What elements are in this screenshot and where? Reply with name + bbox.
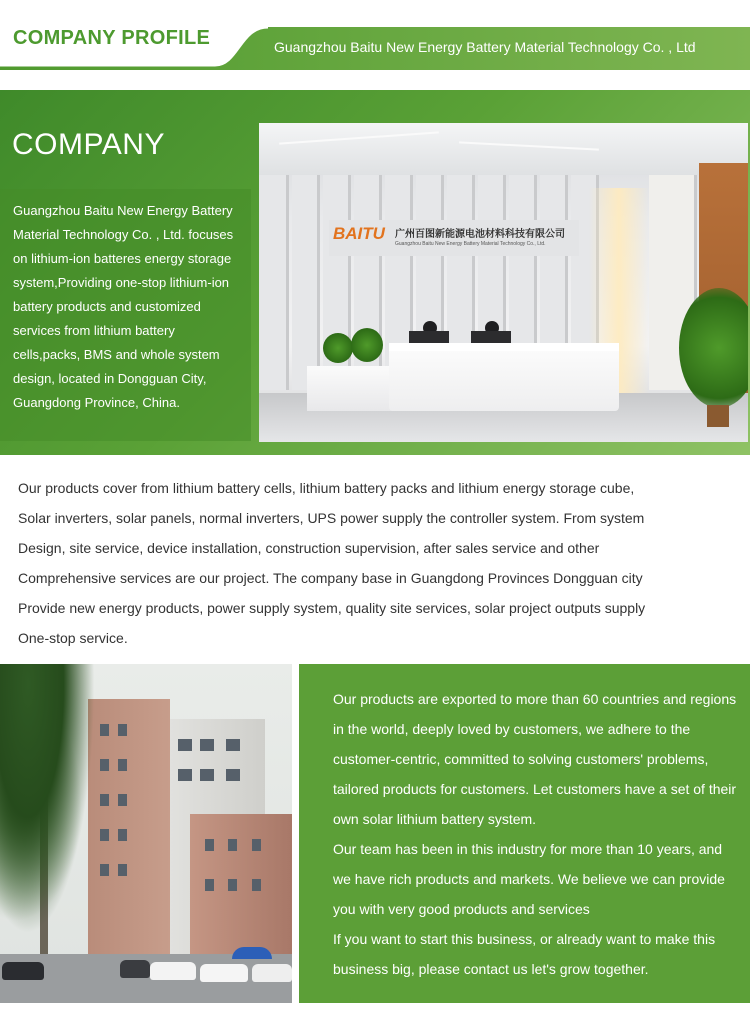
team-paragraph: Our team has been in this industry for more than 10 years, and we have rich products and markets. We believe we can provide you with very good products and services [333, 841, 725, 917]
parked-car [120, 960, 150, 978]
building-window [100, 829, 109, 841]
building-window [200, 739, 214, 751]
building-window [100, 759, 109, 771]
products-overview-line: One-stop service. [18, 630, 128, 646]
parked-car [2, 962, 44, 980]
company-hero [0, 90, 750, 455]
parked-car [252, 964, 292, 982]
building-window [252, 839, 261, 851]
sign-logo: BAITU [333, 224, 385, 243]
reception-desk [389, 351, 619, 411]
blue-umbrella [232, 947, 272, 959]
parked-car [200, 964, 248, 982]
products-overview-line: Solar inverters, solar panels, normal inverters, UPS power supply the controller system. From system [18, 510, 645, 526]
building-window [100, 864, 109, 876]
parked-car [150, 962, 196, 980]
office-monitor [471, 331, 511, 343]
wall-panel [292, 175, 320, 390]
plant-pot [707, 405, 729, 427]
header-company-name: Guangzhou Baitu New Energy Battery Material Technology Co. , Ltd [274, 39, 696, 55]
products-overview-line: Design, site service, device installation, construction supervision, after sales service and other [18, 540, 600, 556]
reception-desk-low [307, 366, 397, 411]
export-info-box [299, 664, 750, 1003]
contact-paragraph: If you want to start this business, or already want to make this business big, please contact us let's grow together. [333, 931, 716, 977]
products-overview [18, 473, 738, 653]
page-header [0, 0, 750, 75]
products-overview-line: Comprehensive services are our project. The company base in Guangdong Provinces Dongguan city [18, 570, 643, 586]
building-window [100, 794, 109, 806]
building-window [226, 769, 240, 781]
office-ceiling [259, 123, 748, 175]
office-monitor [409, 331, 449, 343]
wall-panel [259, 175, 289, 390]
products-overview-line: Our products cover from lithium battery cells, lithium battery packs and lithium energy storage cube, [18, 480, 635, 496]
building-window [228, 839, 237, 851]
building-window [118, 759, 127, 771]
palm-tree [0, 664, 100, 954]
sign-english-name: Guangzhou Baitu New Energy Battery Material Technology Co., Ltd. [395, 241, 546, 247]
company-heading: COMPANY [12, 128, 165, 161]
sign-chinese-name: 广州百图新能源电池材料科技有限公司 [395, 229, 565, 240]
building-window [252, 879, 261, 891]
building-window [100, 724, 109, 736]
page-title: COMPANY PROFILE [13, 27, 211, 49]
desk-plant [323, 333, 353, 363]
building-window [178, 769, 192, 781]
building-window [118, 829, 127, 841]
building-window [226, 739, 240, 751]
building-window [228, 879, 237, 891]
building-window [200, 769, 214, 781]
export-paragraph: Our products are exported to more than 60 countries and regions in the world, deeply loved by customers, we adhere to the customer-centric, committed to solving customers' problems, tailored products for customers. Let customers have a set of their own solar lithium battery system. [333, 691, 737, 827]
building-window [178, 739, 192, 751]
building-window [118, 794, 127, 806]
building-window [205, 879, 214, 891]
company-description-box [0, 189, 251, 441]
company-description: Guangzhou Baitu New Energy Battery Material Technology Co. , Ltd. focuses on lithium-ion batteres energy storage system,Providing one-stop lithium-ion battery products and customized services from lithium battery cells,packs, BMS and whole system design, located in Dongguan City, Guangdong Province, China. [13, 203, 234, 410]
company-sign [329, 220, 579, 256]
building-window [118, 724, 127, 736]
building-window [118, 864, 127, 876]
desk-plant [351, 328, 383, 362]
products-overview-line: Provide new energy products, power supply system, quality site services, solar project outputs supply [18, 600, 646, 616]
factory-building-photo [0, 664, 292, 1003]
potted-plant [679, 288, 748, 408]
office-reception-photo [259, 123, 748, 442]
building-window [205, 839, 214, 851]
